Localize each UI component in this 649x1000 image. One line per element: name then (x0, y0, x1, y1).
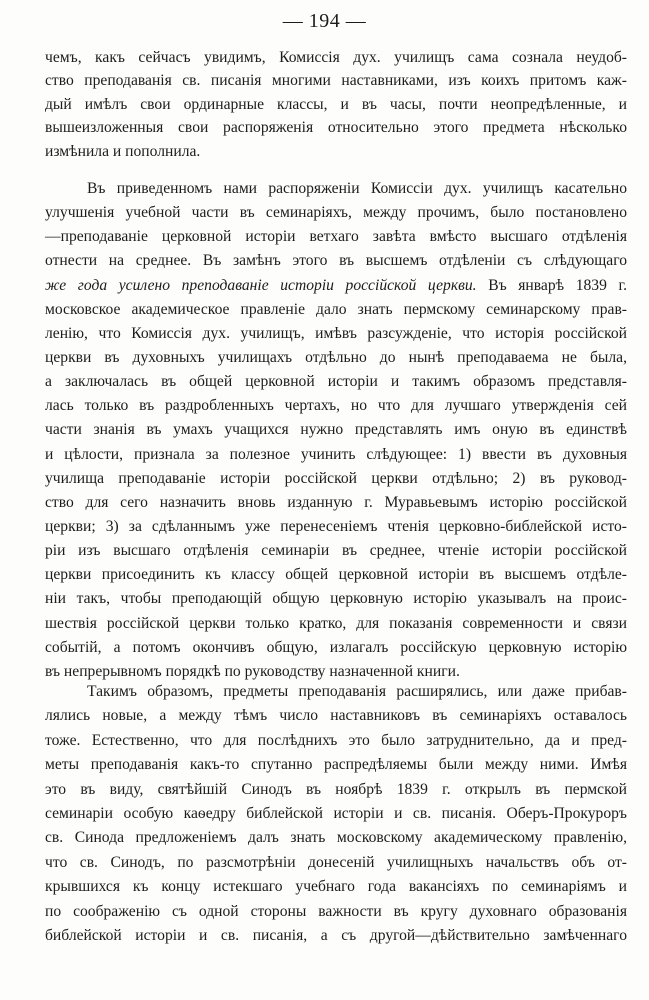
text-line: и цѣлости, признала за полезное учинить слѣдующее: 1) ввести въ духовныя (45, 445, 627, 463)
text-line: ніи такъ, чтобы преподающій общую церковную исторію указывалъ на проис- (45, 590, 627, 608)
text-line: библейской исторіи и св. писанія, а съ другой—дѣйствительно замѣченнаго (45, 926, 627, 944)
text-line: Такимъ образомъ, предметы преподаванія расширялись, или даже прибав- (87, 683, 627, 700)
text-line: Въ приведенномъ нами распоряженіи Комиссіи дух. училищъ касательно (87, 180, 627, 197)
text-line: дый имѣлъ свои ординарные классы, и въ часы, почти неопредѣленные, и (45, 95, 627, 113)
text-line: св. Синода предложеніемъ далъ знать московскому академическому правленію, (45, 829, 627, 847)
text-line: лась только въ раздробленныхъ чертахъ, но что для лучшаго утвержденія сей (45, 397, 627, 415)
text-line: ріи изъ высшаго отдѣленія семинаріи въ среднее, чтеніе исторіи россійской (45, 542, 627, 560)
text-line: ство для сего назначить вновь изданную г. Муравьевымъ исторію россійской (45, 493, 627, 511)
text-line: московское академическое правленіе дало знать пермскому семинарскому прав- (45, 300, 627, 318)
text-line: училища преподаваніе исторіи россійской церкви отдѣльно; 2) въ руковод- (45, 469, 627, 487)
text-line: улучшенія учебной части въ семинаріяхъ, между прочимъ, было постановлено (45, 204, 627, 222)
text-line: по соображенію съ одной стороны важности въ кругу духовнаго образованія (45, 902, 627, 920)
text-line: измѣнила и пополнила. (45, 142, 201, 160)
page-number: — 194 — (282, 10, 367, 32)
text-line: отнести на среднее. Въ замѣнъ этого въ высшемъ отдѣленіи съ слѣдующаго (45, 252, 627, 270)
paragraph (45, 46, 627, 163)
text-line: лялись новые, а между тѣмъ число наставниковъ въ семинаріяхъ оставалось (45, 707, 627, 725)
text-line: части знанія въ умахъ учащихся нужно представлять имъ оную въ единствѣ (45, 421, 627, 439)
text-line: церкви; 3) за сдѣланнымъ уже перенесеніемъ чтенія церковно-библейской исто- (45, 517, 627, 535)
text-line: а заключалась въ общей церковной исторіи и такимъ образомъ представля- (45, 373, 627, 391)
text-line: ство преподаванія св. писанія многими наставниками, изъ коихъ притомъ каж- (45, 72, 627, 90)
text-line-mixed (45, 274, 627, 298)
text-line-tail: Въ январѣ 1839 г. (488, 276, 628, 294)
text-line: чемъ, какъ сейчасъ увидимъ, Комиссія дух. училищъ сама сознала неудоб- (45, 49, 627, 66)
text-line: тоже. Естественно, что для послѣднихъ это было затруднительно, да и пред- (45, 731, 627, 749)
text-line: меты преподаванія какъ-то спутанно распредѣляемы были между ними. Имѣя (45, 756, 627, 774)
text-line: вышеизложенныя свои распоряженія относительно этого предмета нѣсколько (45, 119, 627, 137)
text-line: въ непрерывномъ порядкѣ по руководству назначенной книги. (45, 662, 460, 680)
text-line: церкви присоединить къ классу общей церковной исторіи въ высшемъ отдѣле- (45, 566, 627, 584)
text-line: событій, а потомъ окончивъ общую, излагалъ россійскую церковную исторію (45, 638, 627, 656)
text-line: это въ виду, святѣйшій Синодъ въ ноябрѣ 1839 г. открылъ въ пермской (45, 780, 627, 798)
text-line: —преподаваніе церковной исторіи ветхаго завѣта вмѣсто высшаго отдѣленія (45, 228, 627, 246)
paragraph (45, 177, 627, 684)
text-line: семинаріи особую каѳедру библейской исторіи и св. писанія. Оберъ-Прокуроръ (45, 804, 627, 822)
text-line: ленію, что Комиссія дух. училищъ, имѣвъ разсужденіе, что исторія россійской (45, 324, 627, 342)
text-line: шествія россійской церкви только кратко, для показанія современности и связи (45, 614, 627, 632)
text-line: крывшихся къ концу истекшаго учебнаго года вакансіяхъ по семинаріямъ и (45, 878, 627, 896)
text-line: что св. Синодъ, по разсмотрѣніи донесеній училищныхъ начальствъ объ от- (45, 853, 627, 871)
paragraph (45, 680, 627, 948)
italic-phrase: же года усилено преподаваніе исторіи россійской церкви. (45, 276, 477, 294)
text-line: церкви въ духовныхъ училищахъ отдѣльно до нынѣ преподаваема не была, (45, 348, 627, 366)
